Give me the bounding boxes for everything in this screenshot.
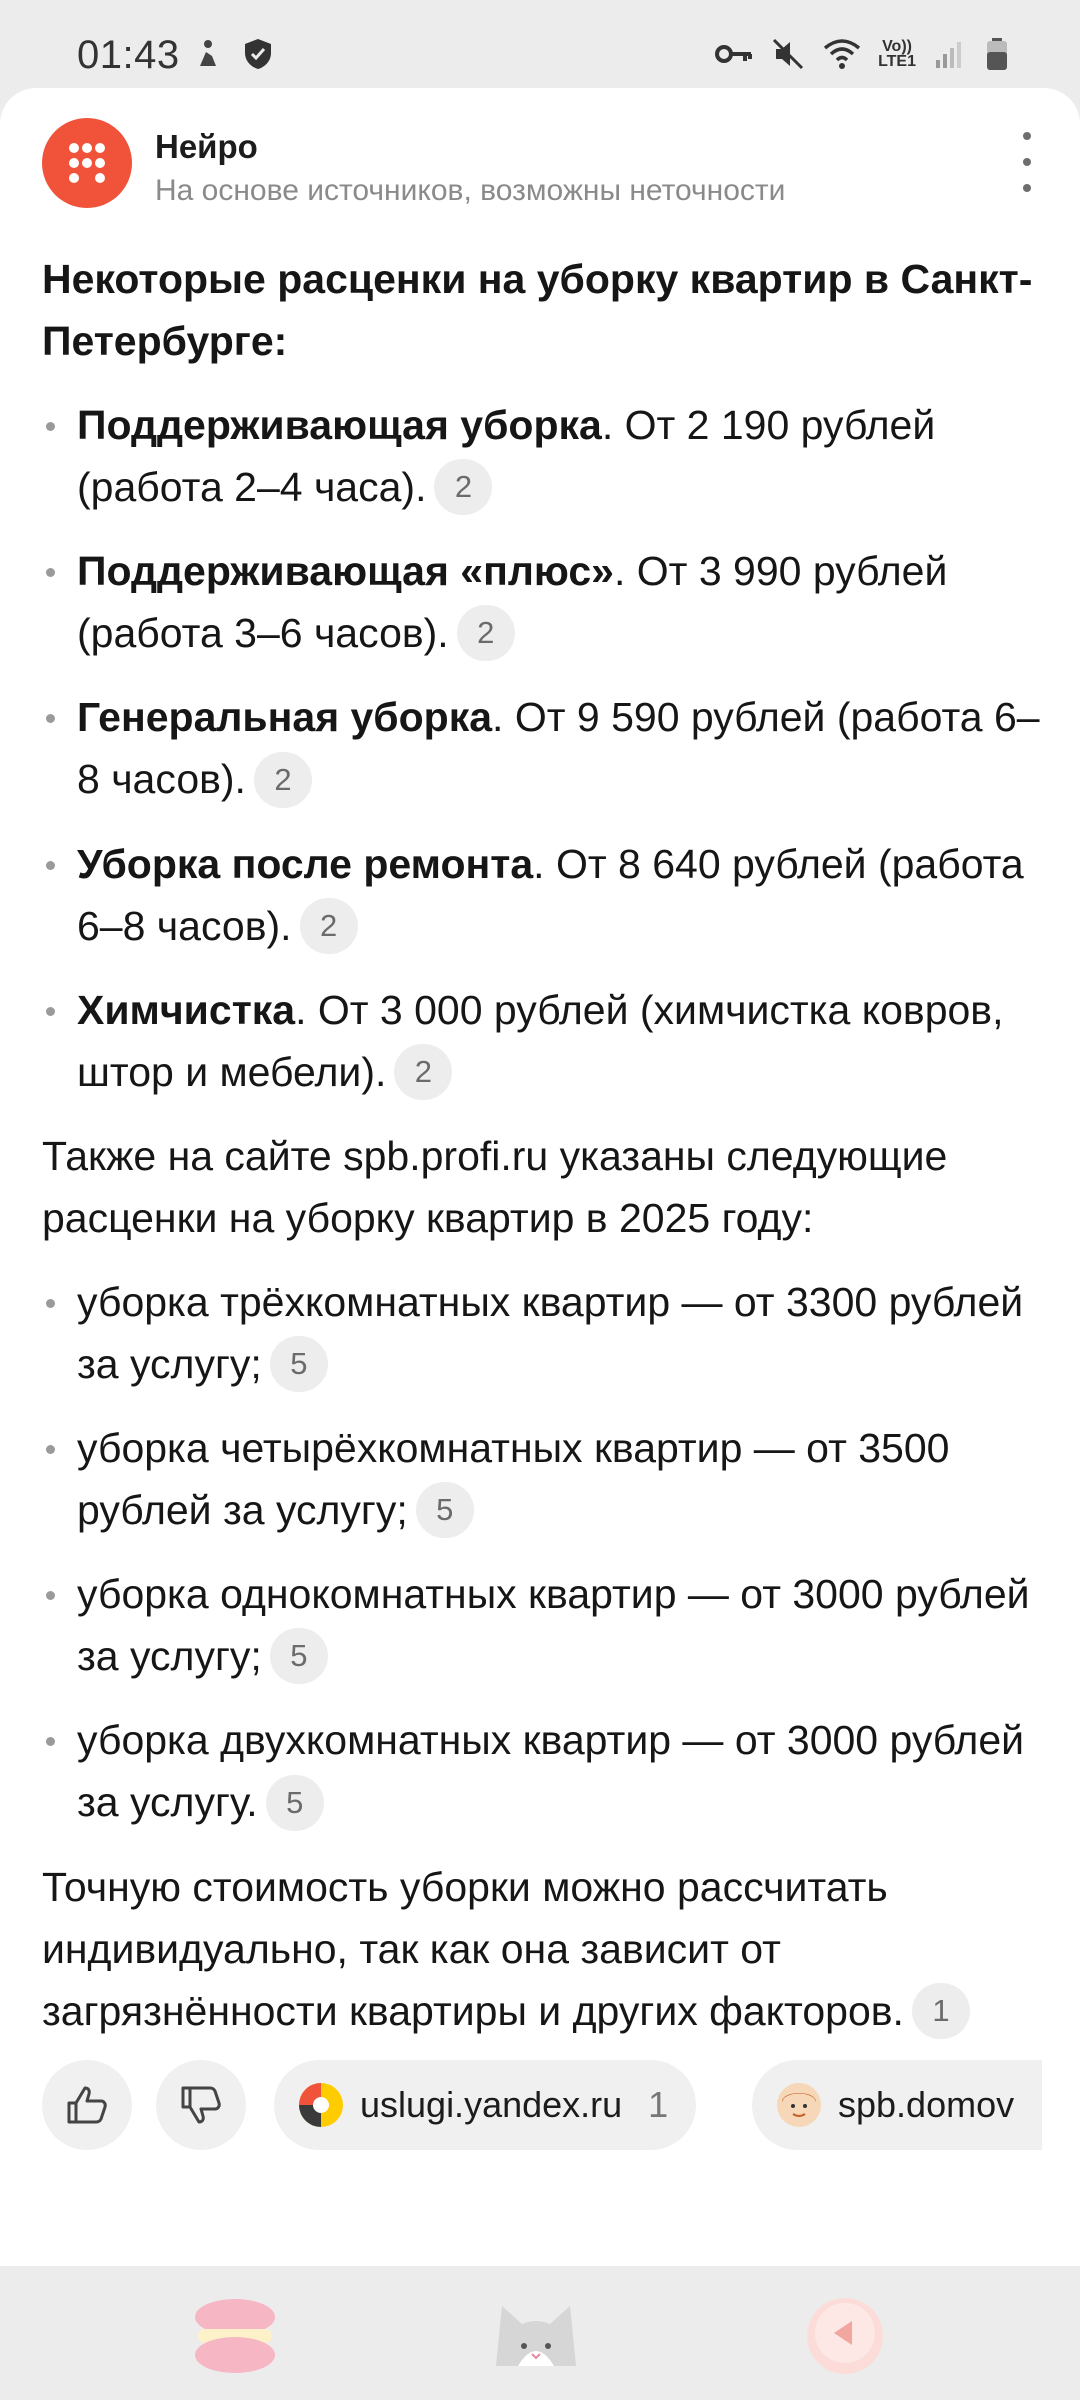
list-item: Уборка после ремонта. От 8 640 рублей (работа 6–8 часов). 2 [42, 833, 1052, 957]
list-item: уборка двухкомнатных квартир — от 3000 рублей за услугу. 5 [42, 1709, 1052, 1833]
more-options-icon[interactable] [1012, 132, 1042, 192]
answer-paragraph: Также на сайте spb.profi.ru указаны следующие расценки на уборку квартир в 2025 году: [42, 1132, 948, 1241]
avatar-icon [776, 2082, 822, 2128]
yandex-uslugi-icon [298, 2082, 344, 2128]
answer-content [42, 248, 1052, 2064]
source-ref-badge[interactable]: 5 [416, 1482, 474, 1538]
price-list [42, 394, 1052, 1103]
list-item: Поддерживающая уборка. От 2 190 рублей (работа 2–4 часа). 2 [42, 394, 1052, 518]
source-chip-count: 1 [648, 2084, 669, 2125]
header-title: Нейро [155, 128, 258, 165]
sources-row [42, 2060, 1042, 2152]
thumbs-down-icon [177, 2081, 225, 2129]
cat-icon [488, 2296, 584, 2376]
neuro-logo-icon [42, 118, 132, 208]
list-item: Генеральная уборка. От 9 590 рублей (работа 6–8 часов). 2 [42, 686, 1052, 810]
source-chip[interactable] [274, 2060, 696, 2150]
answer-card [0, 88, 1080, 2266]
wifi-icon [822, 36, 862, 72]
list-item: уборка четырёхкомнатных квартир — от 3500 рублей за услугу; 5 [42, 1417, 1052, 1541]
list-item: уборка однокомнатных квартир — от 3000 рублей за услугу; 5 [42, 1563, 1052, 1687]
source-ref-badge[interactable]: 2 [254, 752, 312, 808]
thumbs-up-icon [63, 2081, 111, 2129]
status-bar [0, 0, 1080, 88]
mute-icon [770, 36, 806, 72]
shield-icon [240, 36, 276, 72]
nav-cat-button[interactable] [486, 2286, 586, 2386]
signal-icon [932, 36, 968, 72]
status-left-icons [190, 36, 276, 72]
source-chip[interactable] [752, 2060, 1042, 2150]
source-ref-badge[interactable]: 5 [270, 1628, 328, 1684]
list-item: Поддерживающая «плюс». От 3 990 рублей (работа 3–6 часов). 2 [42, 540, 1052, 664]
nav-back-button[interactable] [795, 2286, 895, 2386]
source-ref-badge[interactable]: 2 [300, 898, 358, 954]
neuro-logo-mark [42, 118, 132, 208]
back-icon [802, 2293, 888, 2379]
bottom-nav [0, 2266, 1080, 2400]
nav-macaron-button[interactable] [185, 2286, 285, 2386]
list-item: уборка трёхкомнатных квартир — от 3300 рублей за услугу; 5 [42, 1271, 1052, 1395]
accessibility-icon [190, 36, 226, 72]
source-chip-label: spb.domov [838, 2084, 1015, 2125]
source-ref-badge[interactable]: 5 [266, 1775, 324, 1831]
list-item: Химчистка. От 3 000 рублей (химчистка ковров, штор и мебели). 2 [42, 979, 1052, 1103]
vpn-key-icon [714, 36, 754, 72]
source-ref-badge[interactable]: 1 [912, 1983, 970, 2039]
status-time: 01:43 [77, 33, 180, 77]
answer-header [42, 118, 1042, 218]
macaron-icon [192, 2293, 278, 2379]
source-ref-badge[interactable]: 2 [394, 1044, 452, 1100]
network-type-label: Vo)) LTE1 [878, 38, 916, 70]
source-ref-badge[interactable]: 2 [457, 605, 515, 661]
header-subtitle: На основе источников, возможны неточности [155, 174, 786, 207]
apartment-price-list [42, 1271, 1052, 1834]
answer-paragraph: Точную стоимость уборки можно рассчитать индивидуально, так как она зависит от загрязнённости квартиры и других факторов. 1 [42, 1856, 1052, 2042]
source-ref-badge[interactable]: 2 [434, 459, 492, 515]
dislike-button[interactable] [156, 2060, 246, 2150]
battery-icon [984, 36, 1010, 72]
status-right-icons [714, 36, 1010, 72]
source-ref-badge[interactable]: 5 [270, 1336, 328, 1392]
source-chip-label: uslugi.yandex.ru [360, 2084, 623, 2125]
like-button[interactable] [42, 2060, 132, 2150]
answer-heading: Некоторые расценки на уборку квартир в Санкт-Петербурге: [42, 256, 1033, 364]
